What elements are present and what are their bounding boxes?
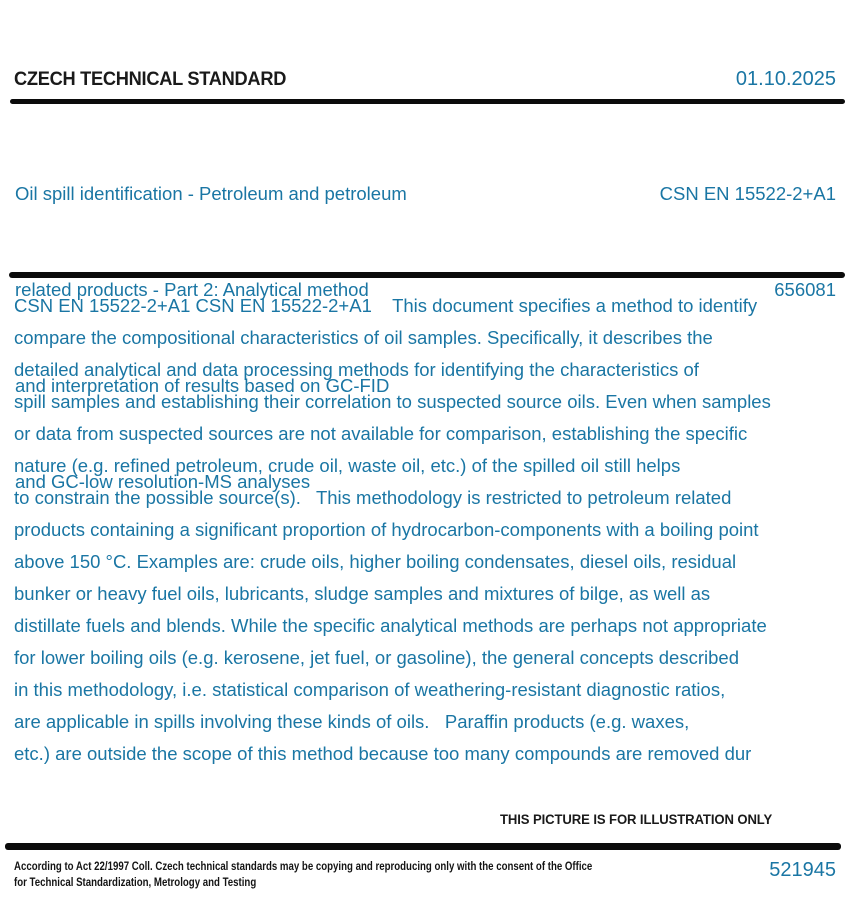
- copyright-legal-text: [14, 859, 592, 891]
- standard-title-line: related products - Part 2: Analytical method: [15, 279, 369, 300]
- illustration-only-notice: THIS PICTURE IS FOR ILLUSTRATION ONLY: [500, 812, 773, 827]
- abstract-line: compare the compositional characteristics of oil samples. Specifically, it describes the: [14, 327, 713, 348]
- abstract-line: nature (e.g. refined petroleum, crude oil, waste oil, etc.) of the spilled oil still helps: [14, 455, 681, 476]
- standard-abstract: [14, 290, 865, 770]
- abstract-line: CSN EN 15522-2+A1 CSN EN 15522-2+A1 This document specifies a method to identify: [14, 295, 758, 316]
- abstract-line: above 150 °C. Examples are: crude oils, higher boiling condensates, diesel oils, residual: [14, 551, 737, 572]
- abstract-line: are applicable in spills involving these kinds of oils. Paraffin products (e.g. waxes,: [14, 711, 690, 732]
- copyright-legal-line: According to Act 22/1997 Coll. Czech technical standards may be copying and reproducing only with the consent of the Office: [14, 861, 593, 873]
- abstract-line: to constrain the possible source(s). This methodology is restricted to petroleum related: [14, 487, 732, 508]
- standard-designation: CSN EN 15522-2+A1: [659, 183, 836, 204]
- abstract-line: spill samples and establishing their correlation to suspected source oils. Even when samples: [14, 391, 771, 412]
- copyright-legal-line: for Technical Standardization, Metrology and Testing: [14, 877, 257, 889]
- abstract-line: distillate fuels and blends. While the specific analytical methods are perhaps not appropriate: [14, 615, 767, 636]
- title-divider-rule: [9, 272, 845, 278]
- standard-title-line: and GC-low resolution-MS analyses: [15, 471, 311, 492]
- abstract-line: in this methodology, i.e. statistical comparison of weathering-resistant diagnostic ratios,: [14, 679, 726, 700]
- abstract-line: detailed analytical and data processing methods for identifying the characteristics of: [14, 359, 699, 380]
- footer-divider-rule: [5, 843, 841, 850]
- page-header: [14, 68, 836, 91]
- standard-title-line: Oil spill identification - Petroleum and petroleum: [15, 183, 407, 204]
- header-divider-rule: [10, 99, 845, 104]
- abstract-line: or data from suspected sources are not available for comparison, establishing the specific: [14, 423, 748, 444]
- page-footer: [14, 859, 836, 891]
- standard-title-line: and interpretation of results based on GC-FID: [15, 375, 390, 396]
- abstract-line: bunker or heavy fuel oils, lubricants, sludge samples and mixtures of bilge, as well as: [14, 583, 711, 604]
- standard-class-code: 656081: [774, 279, 836, 300]
- publication-date: 01.10.2025: [735, 68, 836, 90]
- abstract-line: for lower boiling oils (e.g. kerosene, jet fuel, or gasoline), the general concepts described: [14, 647, 739, 668]
- abstract-line: etc.) are outside the scope of this method because too many compounds are removed dur: [14, 743, 752, 764]
- abstract-line: products containing a significant proportion of hydrocarbon-components with a boiling point: [14, 519, 759, 540]
- document-number: 521945: [769, 859, 836, 881]
- standard-type-label: CZECH TECHNICAL STANDARD: [14, 69, 287, 90]
